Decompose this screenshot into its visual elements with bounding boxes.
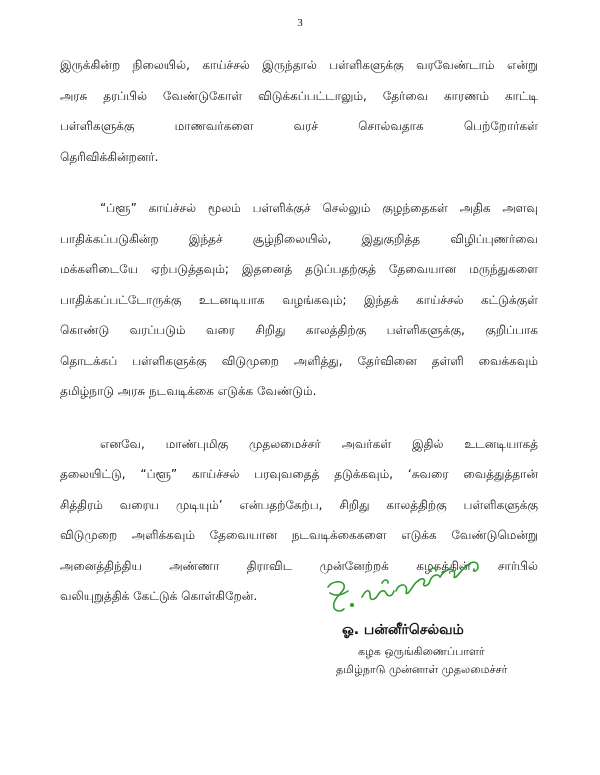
signer-name: ஓ. பன்னீர்செல்வம் (342, 622, 464, 638)
paragraph-2 (60, 193, 538, 407)
signer-block (336, 622, 550, 678)
text-line: வலியுறுத்திக் கேட்டுக் கொள்கிறேன். (60, 589, 258, 603)
text-line: அனைத்திந்திய அண்ணா திராவிட முன்னேற்றக் கழகத்தின் சார்பில் (60, 558, 538, 573)
text-line: சித்திரம் வரைய முடியும்’ என்பதற்கேற்ப, சிறிது காலத்திற்கு பள்ளிகளுக்கு (60, 497, 538, 512)
text-line: விடுமுறை அளிக்கவும் தேவையான நடவடிக்கைகளை எடுக்க வேண்டுமென்று (60, 528, 538, 542)
letter-body (60, 50, 538, 612)
text-line: பாதிக்கப்பட்டோருக்கு உடனடியாக வழங்கவும்; இந்தக் காய்ச்சல் கட்டுக்குள் (60, 292, 538, 307)
text-line: அரசு தரப்பில் வேண்டுகோள் விடுக்கப்பட்டாலும், தேர்வை காரணம் காட்டி (60, 88, 538, 103)
page-number: 3 (297, 17, 303, 29)
text-line: இருக்கின்ற நிலையில், காய்ச்சல் இருந்தால் பள்ளிகளுக்கு வரவேண்டாம் என்று (60, 58, 538, 72)
text-line: கொண்டு வரப்படும் வரை சிறிது காலத்திற்கு பள்ளிகளுக்கு, குறிப்பாக (60, 323, 538, 337)
text-line: தமிழ்நாடு அரசு நடவடிக்கை எடுக்க வேண்டும். (60, 384, 317, 398)
text-line: “ப்ளூ” காய்ச்சல் மூலம் பள்ளிக்குச் செல்லும் குழந்தைகள் அதிக அளவு (100, 201, 538, 215)
text-line: பள்ளிகளுக்கு மாணவர்களை வரச் சொல்வதாக பெற்றோர்கள் (60, 119, 538, 133)
text-line: எனவே, மாண்புமிகு முதலமைச்சர் அவர்கள் இதில் உடனடியாகத் (100, 436, 538, 451)
handwritten-signature (322, 553, 492, 619)
text-line: தலையிட்டு, “ப்ளூ” காய்ச்சல் பரவுவதைத் தடுக்கவும், ‘சுவரை வைத்துத்தான் (60, 467, 538, 481)
paragraph-1 (60, 50, 538, 172)
signer-role: கழக ஒருங்கிணைப்பாளர் (358, 645, 485, 658)
text-line: தெரிவிக்கின்றனர். (60, 149, 159, 164)
signer-title: தமிழ்நாடு முன்னாள் முதலமைச்சர் (336, 663, 508, 676)
text-line: தொடக்கப் பள்ளிகளுக்கு விடுமுறை அளித்து, தேர்வினை தள்ளி வைக்கவும் (60, 353, 538, 368)
text-line: பாதிக்கப்படுகின்ற இந்தச் சூழ்நிலையில், இதுகுறித்த விழிப்புணர்வை (60, 231, 538, 246)
text-line: மக்களிடையே ஏற்படுத்தவும்; இதனைத் தடுப்பதற்குத் தேவையான மருந்துகளை (60, 262, 538, 276)
